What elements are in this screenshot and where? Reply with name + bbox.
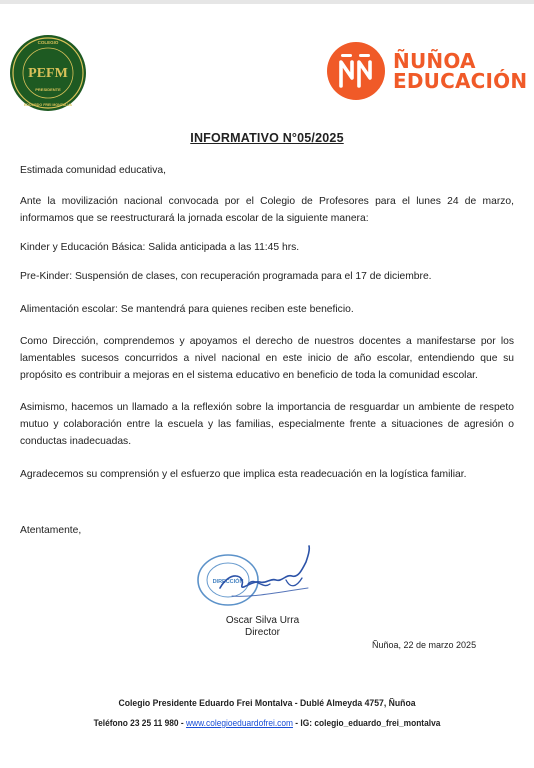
greeting: Estimada comunidad educativa, — [20, 165, 166, 176]
footer-address: Colegio Presidente Eduardo Frei Montalva - Dublé Almeyda 4757, Ñuñoa — [118, 698, 416, 708]
paragraph-agradecimiento: Agradecemos su comprensión y el esfuerzo que implica esta readecuación en la logística familiar. — [20, 469, 467, 480]
paragraph-reflexion: Asimismo, hacemos un llamado a la reflexión sobre la importancia de resguardar un ambiente de respeto mutuo y colaboración entre la escuela y las familias, especialmente frente a situaciones de agresión o conductas inadecuadas. — [20, 402, 514, 447]
school-logo-top-text: COLEGIO — [37, 40, 59, 45]
footer-contact — [27, 718, 508, 728]
closing: Atentamente, — [20, 525, 82, 536]
nunoa-logo-mark — [327, 42, 385, 100]
paragraph-alimentacion: Alimentación escolar: Se mantendrá para quienes reciben este beneficio. — [20, 304, 354, 315]
top-bar — [0, 0, 534, 4]
nunoa-logo-wordmark — [393, 51, 527, 91]
school-logo — [8, 33, 88, 113]
paragraph-intro: Ante la movilización nacional convocada por el Colegio de Profesores para el lunes 24 de marzo, informamos que se reestructurará la jornada escolar de la siguiente manera: — [20, 196, 514, 224]
signer-name: Oscar Silva Urra — [225, 615, 300, 626]
nunoa-logo-line1: ÑUÑOA — [393, 49, 476, 73]
paragraph-kinder: Kinder y Educación Básica: Salida anticipada a las 11:45 hrs. — [20, 242, 300, 253]
signer-block — [200, 615, 325, 639]
stamp-text: DIRECCIÓN — [212, 579, 244, 585]
footer-phone: Teléfono 23 25 11 980 - — [93, 718, 187, 728]
signer-role: Director — [244, 627, 280, 638]
document-title: INFORMATIVO N°05/2025 — [190, 131, 344, 145]
nunoa-educacion-logo — [327, 42, 528, 102]
nunoa-logo-line2: EDUCACIÓN — [393, 69, 528, 93]
signature-stamp — [190, 540, 330, 620]
document-date: Ñuñoa, 22 de marzo 2025 — [372, 640, 477, 650]
school-logo-bottom-text-2: EDUARDO FREI MONTALVA — [24, 103, 72, 107]
footer-instagram: - IG: colegio_eduardo_frei_montalva — [292, 718, 441, 728]
paragraph-direccion: Como Dirección, comprendemos y apoyamos el derecho de nuestros docentes a manifestarse por los lamentables sucesos concurridos a nivel nacional en este inicio de año escolar, entendiendo que su propósito es contribuir a mejoras en el sistema educativo en beneficio de toda la comunidad escolar. — [20, 336, 514, 381]
school-logo-bottom-text-1: PRESIDENTE — [35, 87, 61, 92]
footer-website-link[interactable]: www.colegioeduardofrei.com — [186, 718, 293, 728]
school-logo-monogram: PEFM — [28, 66, 68, 81]
paragraph-prekinder: Pre-Kinder: Suspensión de clases, con recuperación programada para el 17 de diciembre. — [20, 271, 432, 282]
